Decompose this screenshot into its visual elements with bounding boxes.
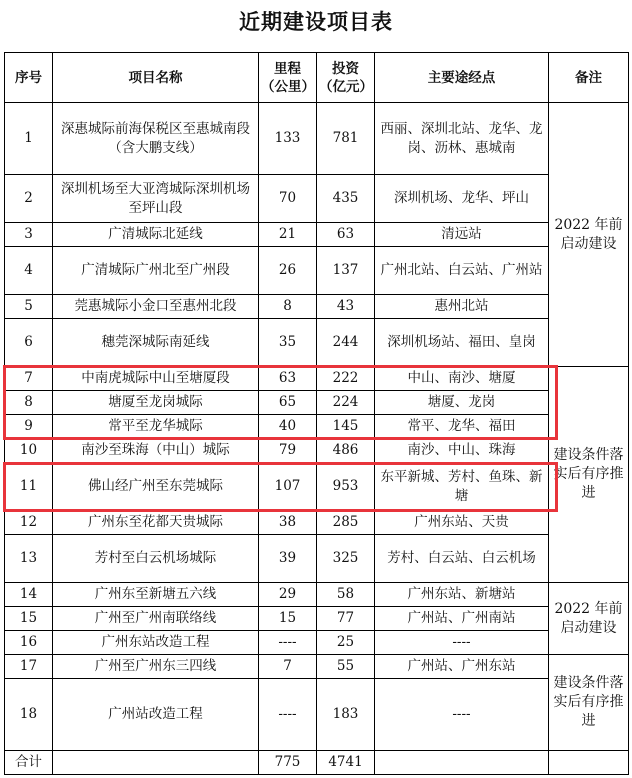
row-index: 14 [5,583,53,607]
row-name: 广州站改造工程 [53,679,259,751]
row-length: 107 [259,463,317,511]
row-stations: 广州东站、天贵 [375,511,549,535]
row-stations: ---- [375,679,549,751]
row-length: 15 [259,607,317,631]
row-name: 中南虎城际中山至塘厦段 [53,367,259,391]
table-row [5,247,629,295]
total-row [5,751,629,775]
row-length: 63 [259,367,317,391]
row-length: 26 [259,247,317,295]
row-length: 40 [259,415,317,439]
total-remark-empty [549,751,629,775]
row-name: 莞惠城际小金口至惠州北段 [53,295,259,319]
row-index: 9 [5,415,53,439]
row-name: 穗莞深城际南延线 [53,319,259,367]
row-invest: 58 [317,583,375,607]
total-stations-empty [375,751,549,775]
header-remark: 备注 [549,53,629,103]
row-name: 广清城际北延线 [53,223,259,247]
header-name: 项目名称 [53,53,259,103]
row-length: 7 [259,655,317,679]
table-row [5,631,629,655]
row-name: 广州东至新塘五六线 [53,583,259,607]
table-row [5,175,629,223]
table-row [5,415,629,439]
row-stations: 南沙、中山、珠海 [375,439,549,463]
row-index: 4 [5,247,53,295]
remark-cell: 2022 年前启动建设 [549,103,629,367]
row-length: 79 [259,439,317,463]
row-index: 11 [5,463,53,511]
row-index: 13 [5,535,53,583]
row-name: 广州至广州东三四线 [53,655,259,679]
header-index: 序号 [5,53,53,103]
table-row [5,367,629,391]
row-index: 16 [5,631,53,655]
row-length: 21 [259,223,317,247]
table-row [5,511,629,535]
row-invest: 63 [317,223,375,247]
table-row [5,319,629,367]
remark-cell: 2022 年前启动建设 [549,583,629,655]
row-length: ---- [259,679,317,751]
row-invest: 145 [317,415,375,439]
row-stations: 深圳机场站、福田、皇岗 [375,319,549,367]
row-invest: 224 [317,391,375,415]
row-index: 6 [5,319,53,367]
row-length: 29 [259,583,317,607]
table-row [5,679,629,751]
table-row [5,583,629,607]
row-name: 深圳机场至大亚湾城际深圳机场至坪山段 [53,175,259,223]
row-stations: 广州站、广州南站 [375,607,549,631]
row-index: 12 [5,511,53,535]
row-name: 广州东站改造工程 [53,631,259,655]
row-invest: 325 [317,535,375,583]
row-invest: 43 [317,295,375,319]
row-name: 佛山经广州至东莞城际 [53,463,259,511]
row-invest: 285 [317,511,375,535]
header-length: 里程（公里） [259,53,317,103]
row-stations: 广州东站、新塘站 [375,583,549,607]
row-invest: 435 [317,175,375,223]
row-stations: 清远站 [375,223,549,247]
row-index: 15 [5,607,53,631]
row-index: 18 [5,679,53,751]
total-length: 775 [259,751,317,775]
row-name: 广州东至花都天贵城际 [53,511,259,535]
table-row [5,655,629,679]
row-invest: 25 [317,631,375,655]
row-name: 广州至广州南联络线 [53,607,259,631]
table-row [5,439,629,463]
row-length: 133 [259,103,317,175]
row-index: 17 [5,655,53,679]
row-stations: 深圳机场、龙华、坪山 [375,175,549,223]
row-stations: 东平新城、芳村、鱼珠、新塘 [375,463,549,511]
row-length: 38 [259,511,317,535]
total-name-empty [53,751,259,775]
table-row [5,103,629,175]
row-length: 70 [259,175,317,223]
row-stations: 中山、南沙、塘厦 [375,367,549,391]
table-header-row [5,53,629,103]
row-invest: 953 [317,463,375,511]
row-index: 3 [5,223,53,247]
row-length: ---- [259,631,317,655]
table-row [5,223,629,247]
row-index: 5 [5,295,53,319]
row-stations: 西丽、深圳北站、龙华、龙岗、沥林、惠城南 [375,103,549,175]
table-row [5,535,629,583]
header-stations: 主要途经点 [375,53,549,103]
row-length: 8 [259,295,317,319]
row-length: 35 [259,319,317,367]
total-label: 合计 [5,751,53,775]
row-name: 常平至龙华城际 [53,415,259,439]
table-row [5,295,629,319]
row-stations: 塘厦、龙岗 [375,391,549,415]
row-invest: 781 [317,103,375,175]
row-length: 65 [259,391,317,415]
row-name: 深惠城际前海保税区至惠城南段（含大鹏支线） [53,103,259,175]
row-stations: 常平、龙华、福田 [375,415,549,439]
row-invest: 244 [317,319,375,367]
row-index: 2 [5,175,53,223]
row-invest: 77 [317,607,375,631]
page-title: 近期建设项目表 [239,10,393,34]
row-stations: 芳村、白云站、白云机场 [375,535,549,583]
row-invest: 55 [317,655,375,679]
table-row [5,463,629,511]
row-index: 1 [5,103,53,175]
row-stations: 惠州北站 [375,295,549,319]
total-invest: 4741 [317,751,375,775]
row-stations: 广州站、广州东站 [375,655,549,679]
row-length: 39 [259,535,317,583]
row-index: 10 [5,439,53,463]
remark-cell: 建设条件落实后有序推进 [549,655,629,751]
table-row [5,607,629,631]
row-invest: 486 [317,439,375,463]
header-invest: 投资（亿元） [317,53,375,103]
row-invest: 222 [317,367,375,391]
projects-table [4,52,629,775]
row-stations: ---- [375,631,549,655]
row-stations: 广州北站、白云站、广州站 [375,247,549,295]
row-invest: 183 [317,679,375,751]
row-name: 芳村至白云机场城际 [53,535,259,583]
table-row [5,391,629,415]
row-name: 南沙至珠海（中山）城际 [53,439,259,463]
row-index: 8 [5,391,53,415]
row-name: 塘厦至龙岗城际 [53,391,259,415]
row-invest: 137 [317,247,375,295]
row-index: 7 [5,367,53,391]
row-name: 广清城际广州北至广州段 [53,247,259,295]
remark-cell: 建设条件落实后有序推进 [549,367,629,583]
